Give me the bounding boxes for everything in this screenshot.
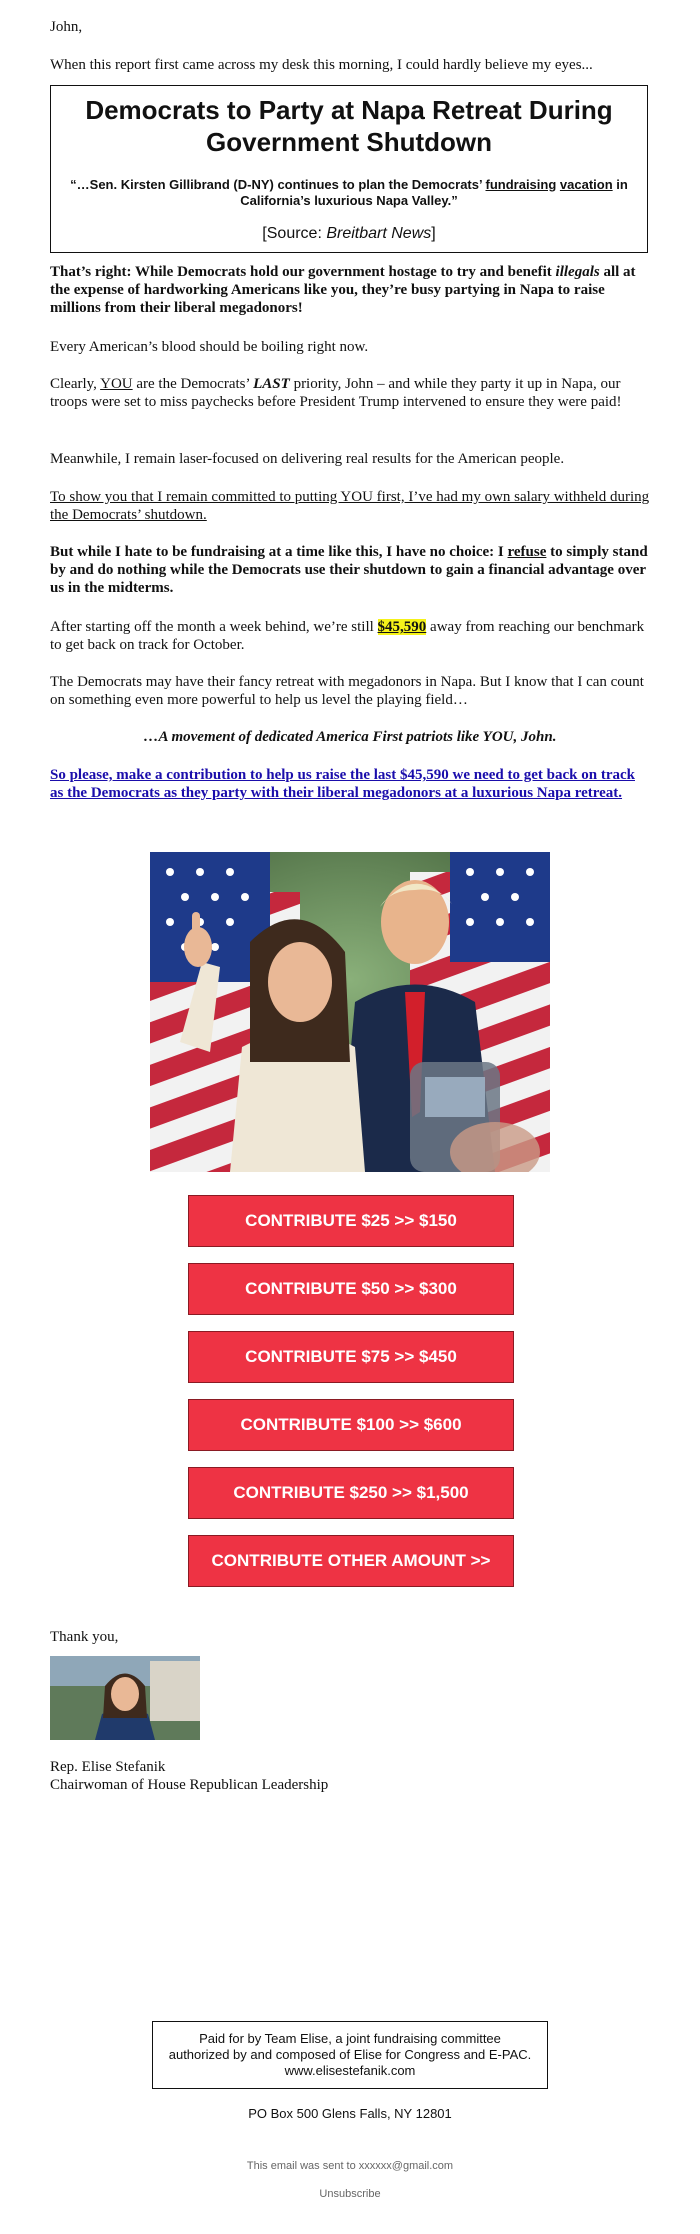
sent-to-notice: This email was sent to xxxxxx@gmail.com <box>246 2160 454 2172</box>
fundraising-link[interactable]: fundraising <box>485 177 557 192</box>
p7-text-end: away from reaching our benchmark to get back on track for October. <box>50 619 645 653</box>
p3-text-end: priority, John – and while they party it up in Napa, our troops were set to miss paychecks before President Trump intervened to ensure they were paid! <box>50 376 622 410</box>
p6-refuse: refuse <box>507 544 547 560</box>
p1-text: That’s right: While Democrats hold our government hostage to try and benefit <box>50 264 556 280</box>
p3-text-mid: are the Democrats’ <box>132 376 254 392</box>
headline-source <box>61 224 637 244</box>
cta-paragraph <box>50 766 650 802</box>
greeting: John, <box>50 19 83 35</box>
thanks-text: Thank you, <box>50 1629 119 1645</box>
quote-text-end: in California’s luxurious Napa Valley.” <box>240 177 628 208</box>
source-name: Breitbart News <box>326 225 432 242</box>
paragraph-blood-boiling: Every American’s blood should be boiling right now. <box>50 339 369 355</box>
signature-photo <box>50 1656 200 1740</box>
signature-photo-image <box>50 1656 200 1740</box>
paragraph-salary-withheld: To show you that I remain committed to putting YOU first, I’ve had my own salary withheld during the Democrats’ shutdown. <box>50 489 650 523</box>
contribute-50-button[interactable]: CONTRIBUTE $50 >> $300 <box>188 1263 514 1315</box>
signature-name: Rep. Elise Stefanik <box>50 1759 166 1775</box>
paragraph-laser-focused: Meanwhile, I remain laser-focused on delivering real results for the American people. <box>50 451 565 467</box>
p6-text-end: to simply stand by and do nothing while the Democrats use their shutdown to gain a financial advantage over us in the midterms. <box>50 544 648 596</box>
paragraph-movement: …A movement of dedicated America First patriots like YOU, John. <box>143 729 557 745</box>
contribution-link[interactable]: So please, make a contribution to help us raise the last $45,590 we need to get back on track as the Democrats as they party with their liberal megadonors at a luxurious Napa retreat. <box>50 767 635 801</box>
headline-box <box>50 85 648 253</box>
contribute-250-button[interactable]: CONTRIBUTE $250 >> $1,500 <box>188 1467 514 1519</box>
intro-text: When this report first came across my desk this morning, I could hardly believe my eyes... <box>50 57 593 73</box>
hero-photo-image <box>150 852 550 1172</box>
unsubscribe-link[interactable]: Unsubscribe <box>319 2188 381 2200</box>
paragraph-thats-right <box>50 263 650 317</box>
contribute-100-button[interactable]: CONTRIBUTE $100 >> $600 <box>188 1399 514 1451</box>
source-suffix: ] <box>431 225 436 242</box>
p1-text-end: all at the expense of hardworking Americans like you, they’re busy partying in Napa to raise millions from their liberal megadonors! <box>50 264 636 316</box>
p3-you: YOU <box>100 376 133 392</box>
p6-text: But while I hate to be fundraising at a time like this, I have no choice: I <box>50 544 508 560</box>
source-prefix: [Source: <box>262 225 327 242</box>
hero-photo[interactable] <box>150 852 550 1172</box>
contribute-75-button[interactable]: CONTRIBUTE $75 >> $450 <box>188 1331 514 1383</box>
vacation-link[interactable]: vacation <box>559 177 613 192</box>
quote-text: “…Sen. Kirsten Gillibrand (D-NY) continues to plan the Democrats’ <box>70 177 486 192</box>
p7-text: After starting off the month a week behind, we’re still <box>50 619 378 635</box>
contribute-other-button[interactable]: CONTRIBUTE OTHER AMOUNT >> <box>188 1535 514 1587</box>
paragraph-no-choice <box>50 543 650 597</box>
amount-highlight: $45,590 <box>377 619 427 635</box>
paragraph-last-priority <box>50 375 650 411</box>
contribute-25-button[interactable]: CONTRIBUTE $25 >> $150 <box>188 1195 514 1247</box>
signature-title: Chairwoman of House Republican Leadership <box>50 1777 329 1793</box>
mailing-address: PO Box 500 Glens Falls, NY 12801 <box>248 2106 452 2121</box>
paid-for-disclaimer: Paid for by Team Elise, a joint fundraising committee authorized by and composed of Elise for Congress and E-PAC. www.elisestefanik.com <box>152 2021 548 2089</box>
paragraph-benchmark <box>50 618 650 654</box>
p1-italic: illegals <box>555 264 600 280</box>
paragraph-fancy-retreat: The Democrats may have their fancy retreat with megadonors in Napa. But I know that I can count on something even more powerful to help us level the playing field… <box>50 674 644 708</box>
p3-last: LAST <box>253 376 290 392</box>
headline-title: Democrats to Party at Napa Retreat During Government Shutdown <box>85 95 613 157</box>
p3-text: Clearly, <box>50 376 101 392</box>
headline-quote <box>61 177 637 209</box>
